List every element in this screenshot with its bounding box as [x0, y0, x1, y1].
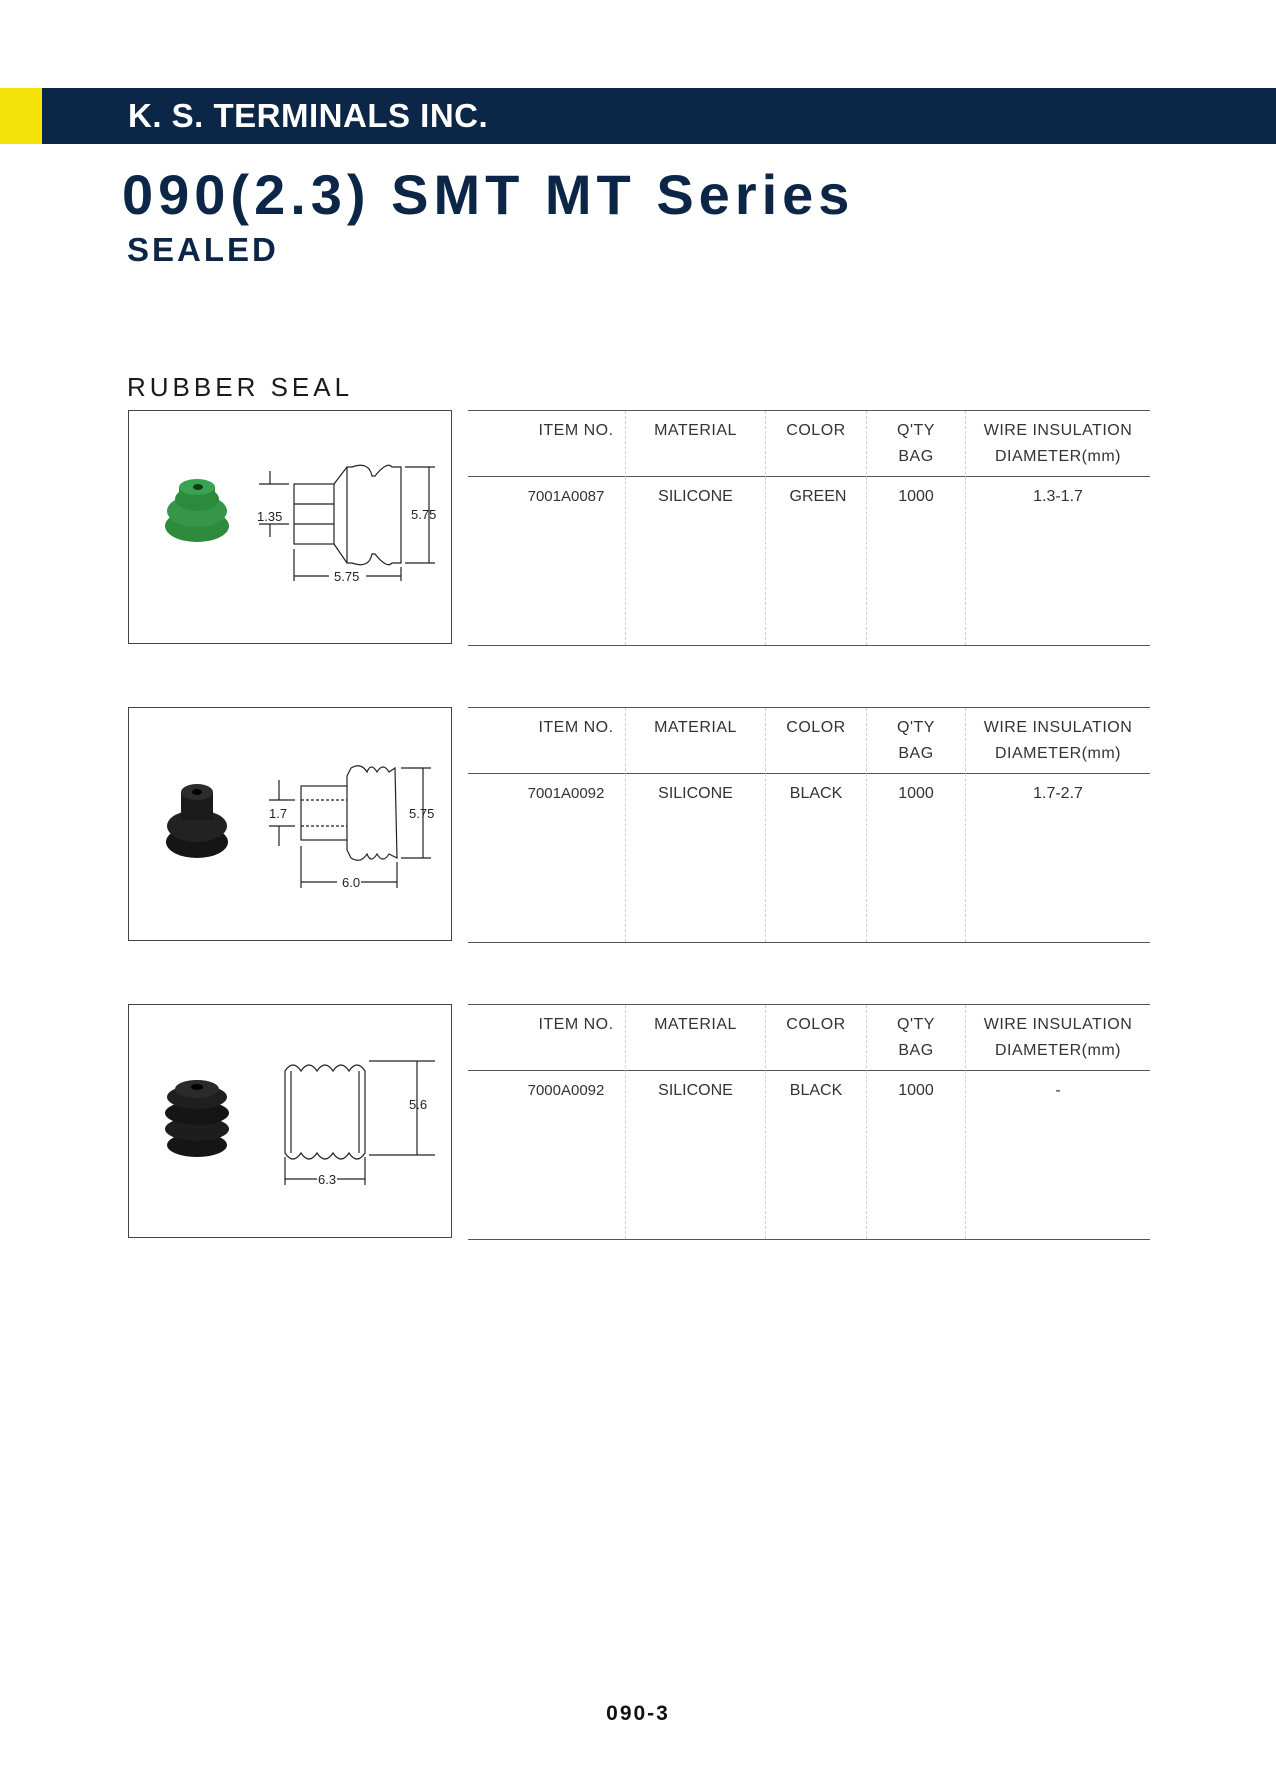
seal-photo: [166, 784, 228, 858]
header-material: MATERIAL: [654, 1016, 737, 1033]
product-image-box: [128, 410, 452, 644]
header-color: COLOR: [786, 422, 846, 439]
header-wire-insulation: WIRE INSULATION DIAMETER(mm): [983, 422, 1133, 465]
page-title: 090(2.3) SMT MT Series: [122, 163, 855, 226]
cell-material: SILICONE: [658, 785, 733, 802]
header-item-no: ITEM NO.: [538, 1016, 614, 1033]
company-name: K. S. TERMINALS INC.: [128, 97, 489, 134]
cell-item-no: 7000A0092: [527, 1082, 605, 1099]
cell-color: GREEN: [789, 488, 847, 505]
header-wire-insulation: WIRE INSULATION DIAMETER(mm): [983, 1016, 1133, 1059]
seal-photo: [165, 479, 229, 542]
section-title: RUBBER SEAL: [127, 372, 354, 402]
seal-technical-drawing: [285, 1061, 435, 1185]
cell-wire-diameter: -: [1055, 1082, 1061, 1099]
cell-item-no: 7001A0092: [527, 785, 605, 802]
rubber-seal-drawing: [129, 411, 453, 645]
cell-qty: 1000: [898, 785, 934, 802]
cell-wire-diameter: 1.7-2.7: [1033, 785, 1083, 802]
dim-length: 6.0: [342, 875, 361, 890]
dim-bore: 1.7: [269, 806, 288, 821]
header-qty: Q'TY BAG: [897, 1016, 935, 1059]
seal-photo: [165, 1080, 229, 1157]
cell-qty: 1000: [898, 1082, 934, 1099]
header-accent: [0, 88, 42, 144]
cell-material: SILICONE: [658, 488, 733, 505]
spec-table: [468, 410, 1150, 646]
header-material: MATERIAL: [654, 719, 737, 736]
spec-table: [468, 1004, 1150, 1240]
dim-bore: 1.35: [257, 509, 283, 524]
header-item-no: ITEM NO.: [538, 719, 614, 736]
cell-wire-diameter: 1.3-1.7: [1033, 488, 1083, 505]
cell-item-no: 7001A0087: [527, 488, 605, 505]
header-item-no: ITEM NO.: [538, 422, 614, 439]
cell-qty: 1000: [898, 488, 934, 505]
dim-height: 5.6: [409, 1097, 428, 1112]
header-color: COLOR: [786, 1016, 846, 1033]
dim-height: 5.75: [409, 806, 435, 821]
seal-technical-drawing: [269, 766, 431, 888]
product-image-box: [128, 707, 452, 941]
cell-color: BLACK: [789, 1082, 843, 1099]
page-subtitle: SEALED: [127, 231, 279, 268]
header-qty: Q'TY BAG: [897, 719, 935, 762]
header-qty: Q'TY BAG: [897, 422, 935, 465]
seal-technical-drawing: [259, 465, 435, 581]
rubber-seal-drawing: [129, 708, 453, 942]
rubber-seal-drawing: [129, 1005, 453, 1239]
header-color: COLOR: [786, 719, 846, 736]
product-image-box: [128, 1004, 452, 1238]
page-number: 090-3: [606, 1702, 670, 1725]
cell-color: BLACK: [789, 785, 843, 802]
dim-length: 5.75: [334, 569, 360, 584]
header-wire-insulation: WIRE INSULATION DIAMETER(mm): [983, 719, 1133, 762]
dim-length: 6.3: [318, 1172, 337, 1187]
cell-material: SILICONE: [658, 1082, 733, 1099]
dim-height: 5.75: [411, 507, 437, 522]
spec-table: [468, 707, 1150, 943]
header-material: MATERIAL: [654, 422, 737, 439]
